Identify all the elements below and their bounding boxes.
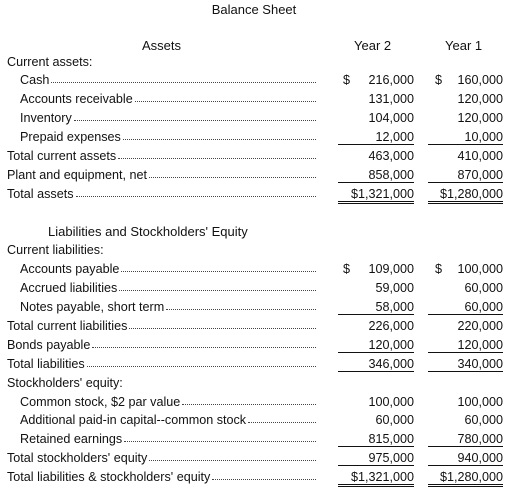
row-label xyxy=(7,187,318,201)
dot-leader xyxy=(92,347,316,348)
row-label xyxy=(7,55,92,69)
value-text: 220,000 xyxy=(457,319,503,333)
dot-leader xyxy=(182,404,316,405)
table-row xyxy=(0,187,508,205)
value-text: 226,000 xyxy=(368,319,414,333)
year2-value xyxy=(338,319,414,333)
row-label xyxy=(7,338,318,352)
year2-value xyxy=(338,111,414,125)
year1-value xyxy=(428,338,503,353)
table-row xyxy=(0,413,508,431)
year2-value xyxy=(338,338,414,353)
currency-symbol: $ xyxy=(435,73,443,87)
year1-value xyxy=(428,470,503,487)
row-label-text: Bonds payable xyxy=(7,338,91,352)
value-text: 100,000 xyxy=(457,262,503,276)
value-text: 58,000 xyxy=(375,300,414,314)
table-row xyxy=(0,357,508,375)
year1-value xyxy=(428,395,503,409)
value-text: 975,000 xyxy=(368,451,414,465)
year1-value xyxy=(428,111,503,125)
dot-leader xyxy=(212,479,316,480)
value-text: 120,000 xyxy=(368,338,414,352)
value-text: 340,000 xyxy=(457,357,503,371)
currency-symbol: $ xyxy=(435,262,443,276)
year2-value xyxy=(338,130,414,145)
row-label xyxy=(7,319,318,333)
value-text: 346,000 xyxy=(368,357,414,371)
dot-leader xyxy=(166,309,316,310)
value-text: 780,000 xyxy=(457,432,503,446)
value-text: 410,000 xyxy=(457,149,503,163)
row-label-text: Prepaid expenses xyxy=(20,130,121,144)
row-label xyxy=(7,149,318,163)
dot-leader xyxy=(76,196,317,197)
year1-value xyxy=(428,451,503,466)
year1-value xyxy=(428,73,503,87)
table-row xyxy=(0,92,508,110)
year1-value xyxy=(428,281,503,295)
dot-leader xyxy=(118,158,316,159)
dot-leader xyxy=(51,82,316,83)
value-text: $1,280,000 xyxy=(439,187,503,201)
value-text: 100,000 xyxy=(457,395,503,409)
year2-value xyxy=(338,395,414,409)
dot-leader xyxy=(123,139,316,140)
row-label-text: Common stock, $2 par value xyxy=(20,395,181,409)
liabilities-section-title: Liabilities and Stockholders' Equity xyxy=(48,224,248,239)
row-label xyxy=(7,470,318,484)
dot-leader xyxy=(87,366,316,367)
row-label-text: Total current liabilities xyxy=(7,319,128,333)
dot-leader xyxy=(248,422,316,423)
row-label-text: Cash xyxy=(20,73,50,87)
year1-value xyxy=(428,357,503,372)
table-row xyxy=(0,55,508,73)
value-text: 109,000 xyxy=(368,262,414,276)
currency-symbol: $ xyxy=(343,73,351,87)
year2-value xyxy=(338,262,414,276)
row-label-text: Current liabilities: xyxy=(7,243,104,257)
year2-value xyxy=(338,168,414,183)
value-text: 12,000 xyxy=(375,130,414,144)
year1-header: Year 1 xyxy=(445,38,483,53)
row-label xyxy=(20,111,318,125)
dot-leader xyxy=(119,290,316,291)
year1-value xyxy=(428,432,503,447)
value-text: 120,000 xyxy=(457,92,503,106)
value-text: 870,000 xyxy=(457,168,503,182)
value-text: $1,321,000 xyxy=(350,187,414,201)
year2-value xyxy=(338,92,414,106)
row-label xyxy=(20,432,318,446)
row-label xyxy=(7,357,318,371)
row-label-text: Accrued liabilities xyxy=(20,281,118,295)
page-title: Balance Sheet xyxy=(211,2,297,17)
row-label-text: Additional paid-in capital--common stock xyxy=(20,413,247,427)
row-label-text: Total liabilities & stockholders' equity xyxy=(7,470,211,484)
table-row xyxy=(0,243,508,261)
value-text: 858,000 xyxy=(368,168,414,182)
row-label-text: Notes payable, short term xyxy=(20,300,165,314)
row-label-text: Accounts receivable xyxy=(20,92,133,106)
row-label xyxy=(7,243,104,257)
value-text: 131,000 xyxy=(368,92,414,106)
table-row xyxy=(0,395,508,413)
row-label-text: Plant and equipment, net xyxy=(7,168,148,182)
row-label xyxy=(7,168,318,182)
year1-value xyxy=(428,187,503,204)
value-text: 815,000 xyxy=(368,432,414,446)
value-text: 60,000 xyxy=(464,300,503,314)
row-label xyxy=(20,73,318,87)
dot-leader xyxy=(74,120,316,121)
assets-header: Assets xyxy=(142,38,182,53)
table-row xyxy=(0,432,508,450)
row-label-text: Total stockholders' equity xyxy=(7,451,148,465)
table-row xyxy=(0,470,508,488)
value-text: 463,000 xyxy=(368,149,414,163)
year1-value xyxy=(428,262,503,276)
year2-value xyxy=(338,300,414,315)
year2-value xyxy=(338,281,414,295)
value-text: 60,000 xyxy=(464,413,503,427)
table-row xyxy=(0,130,508,148)
table-row xyxy=(0,319,508,337)
currency-symbol: $ xyxy=(343,262,351,276)
value-text: 104,000 xyxy=(368,111,414,125)
dot-leader xyxy=(149,460,316,461)
table-row xyxy=(0,300,508,318)
year2-value xyxy=(338,470,414,487)
year2-value xyxy=(338,357,414,372)
year2-value xyxy=(338,413,414,427)
dot-leader xyxy=(149,177,316,178)
dot-leader xyxy=(135,101,316,102)
row-label xyxy=(20,300,318,314)
table-row xyxy=(0,168,508,186)
row-label-text: Total assets xyxy=(7,187,74,201)
table-row xyxy=(0,149,508,167)
value-text: 60,000 xyxy=(464,281,503,295)
year2-header: Year 2 xyxy=(354,38,392,53)
table-row xyxy=(0,451,508,469)
year1-value xyxy=(428,319,503,333)
year1-value xyxy=(428,300,503,315)
table-row xyxy=(0,73,508,91)
value-text: 940,000 xyxy=(457,451,503,465)
row-label-text: Inventory xyxy=(20,111,72,125)
value-text: 120,000 xyxy=(457,111,503,125)
year2-value xyxy=(338,73,414,87)
row-label-text: Retained earnings xyxy=(20,432,123,446)
row-label xyxy=(20,395,318,409)
year1-value xyxy=(428,92,503,106)
table-row xyxy=(0,262,508,280)
year2-value xyxy=(338,432,414,447)
row-label-text: Total liabilities xyxy=(7,357,85,371)
row-label xyxy=(20,281,318,295)
value-text: 59,000 xyxy=(375,281,414,295)
year1-value xyxy=(428,149,503,163)
row-label xyxy=(20,130,318,144)
value-text: 120,000 xyxy=(457,338,503,352)
year1-value xyxy=(428,130,503,145)
value-text: $1,321,000 xyxy=(350,470,414,484)
dot-leader xyxy=(129,328,316,329)
row-label-text: Stockholders' equity: xyxy=(7,376,123,390)
row-label-text: Current assets: xyxy=(7,55,93,69)
table-row xyxy=(0,111,508,129)
year2-value xyxy=(338,187,414,204)
row-label xyxy=(7,451,318,465)
year2-value xyxy=(338,451,414,466)
row-label xyxy=(20,92,318,106)
value-text: 60,000 xyxy=(375,413,414,427)
value-text: 10,000 xyxy=(464,130,503,144)
value-text: 216,000 xyxy=(368,73,414,87)
table-row xyxy=(0,376,508,394)
row-label xyxy=(7,376,123,390)
dot-leader xyxy=(121,271,316,272)
year1-value xyxy=(428,413,503,427)
year2-value xyxy=(338,149,414,163)
value-text: 100,000 xyxy=(368,395,414,409)
row-label-text: Total current assets xyxy=(7,149,117,163)
year1-value xyxy=(428,168,503,183)
dot-leader xyxy=(124,441,316,442)
row-label-text: Accounts payable xyxy=(20,262,120,276)
row-label xyxy=(20,413,318,427)
table-row xyxy=(0,281,508,299)
table-row xyxy=(0,338,508,356)
row-label xyxy=(20,262,318,276)
value-text: 160,000 xyxy=(457,73,503,87)
value-text: $1,280,000 xyxy=(439,470,503,484)
